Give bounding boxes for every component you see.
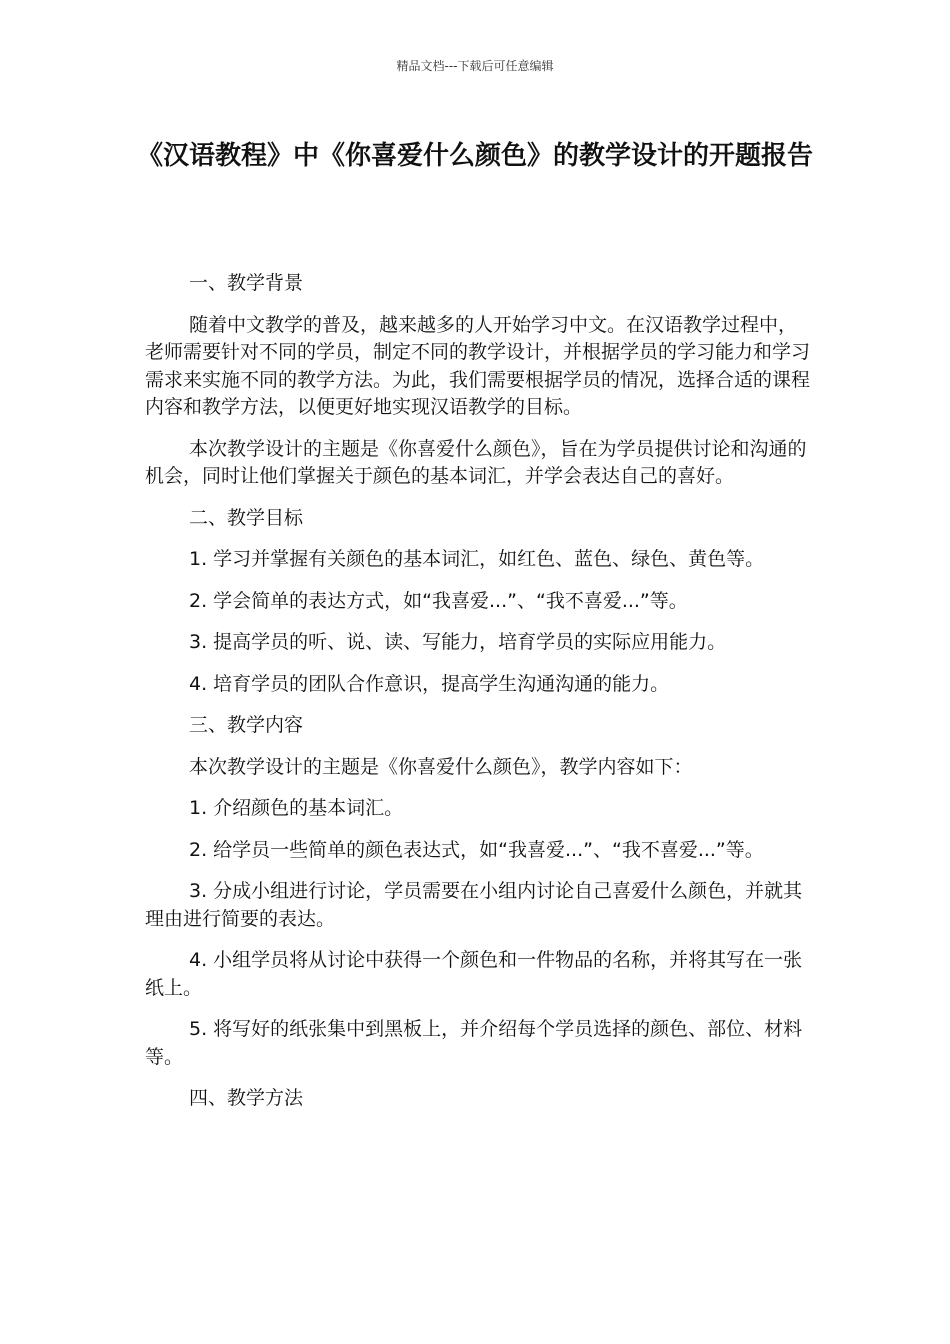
page-header-note: 精品文档---下载后可任意编辑 — [396, 59, 554, 73]
content-item-5: 5. 将写好的纸张集中到黑板上，并介绍每个学员选择的颜色、部位、材料等。 — [145, 1018, 803, 1068]
goal-item-4: 4. 培育学员的团队合作意识，提高学生沟通沟通的能力。 — [189, 672, 670, 695]
content-item-4: 4. 小组学员将从讨论中获得一个颜色和一件物品的名称，并将其写在一张纸上。 — [145, 949, 803, 999]
section-heading-content: 三、教学内容 — [189, 714, 304, 736]
content-item-2: 2. 给学员一些简单的颜色表达式，如“我喜爱...”、“我不喜爱...”等。 — [189, 838, 764, 861]
goal-item-2: 2. 学会简单的表达方式，如“我喜爱...”、“我不喜爱...”等。 — [189, 589, 688, 612]
goal-item-3: 3. 提高学员的听、说、读、写能力，培育学员的实际应用能力。 — [189, 631, 727, 653]
section-heading-methods: 四、教学方法 — [189, 1087, 304, 1109]
paragraph-content-intro: 本次教学设计的主题是《你喜爱什么颜色》，教学内容如下： — [189, 755, 693, 778]
paragraph-background-1: 随着中文教学的普及，越来越多的人开始学习中文。在汉语教学过程中，老师需要针对不同的学员，制定不同的教学设计，并根据学员的学习能力和学习需求来实施不同的教学方法。为此，我们需要根据学员的情况，选择合适的课程内容和教学方法，以便更好地实现汉语教学的目标。 — [145, 313, 811, 418]
content-item-1: 1. 介绍颜色的基本词汇。 — [189, 797, 404, 819]
paragraph-background-2: 本次教学设计的主题是《你喜爱什么颜色》，旨在为学员提供讨论和沟通的机会，同时让他们掌握关于颜色的基本词汇，并学会表达自己的喜好。 — [145, 437, 807, 487]
goal-item-1: 1. 学习并掌握有关颜色的基本词汇，如红色、蓝色、绿色、黄色等。 — [189, 548, 765, 570]
document-body — [145, 270, 810, 1127]
content-item-3: 3. 分成小组进行讨论，学员需要在小组内讨论自己喜爱什么颜色，并就其理由进行简要的表达。 — [145, 880, 803, 930]
document-title: 《汉语教程》中《你喜爱什么颜色》的教学设计的开题报告 — [136, 141, 813, 171]
section-heading-background: 一、教学背景 — [189, 272, 304, 294]
section-heading-goals: 二、教学目标 — [189, 506, 304, 529]
